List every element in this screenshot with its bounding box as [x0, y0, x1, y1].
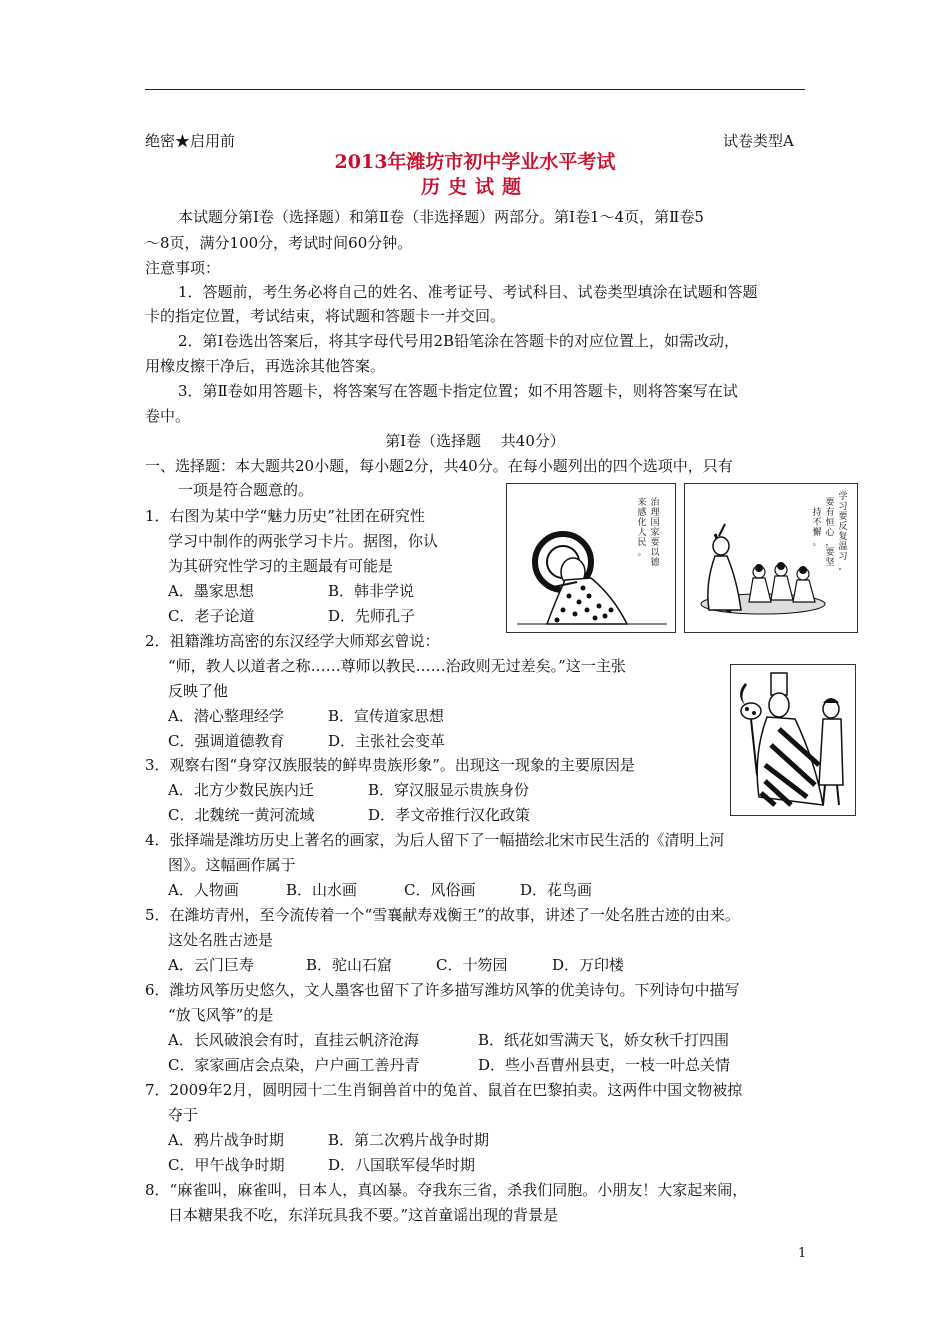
- q7-line-1: 7．2009年2月，圆明园十二生肖铜兽首中的兔首、鼠首在巴黎拍卖。这两件中国文物被掠: [145, 1081, 743, 1099]
- q1-line-1: 1．右图为某中学“魅力历史”社团在研究性: [145, 507, 425, 525]
- q6-option-b: B．纸花如雪满天飞，娇女秋千打四围: [478, 1031, 730, 1049]
- section-instruction-1: 一、选择题：本大题共20小题，每小题2分，共40分。在每小题列出的四个选项中，只有: [145, 457, 733, 475]
- q7-option-a: A．鸦片战争时期: [168, 1131, 284, 1149]
- q6-option-a: A．长风破浪会有时，直挂云帆济沧海: [168, 1031, 419, 1049]
- q6-option-c: C．家家画店会点染，户户画工善丹青: [168, 1056, 420, 1074]
- q4-option-c: C．风俗画: [404, 881, 476, 899]
- q6-line-2: “放飞风筝”的是: [168, 1006, 274, 1024]
- q1-line-3: 为其研究性学习的主题最有可能是: [168, 557, 394, 575]
- q3-option-d: D．孝文帝推行汉化政策: [368, 806, 531, 824]
- note-1-line-2: 卡的指定位置，考试结束，将试题和答题卡一并交回。: [145, 307, 506, 325]
- header-rule: [145, 89, 805, 90]
- q2-line-1: 2．祖籍潍坊高密的东汉经学大师郑玄曾说：: [145, 632, 440, 650]
- q7-option-b: B．第二次鸦片战争时期: [328, 1131, 490, 1149]
- q1-option-a: A．墨家思想: [168, 582, 254, 600]
- card-2-text-col-1: 学 习 要 反 复 温 习 ，: [838, 492, 848, 572]
- q3-option-a: A．北方少数民族内迁: [168, 781, 314, 799]
- intro-line-2: ～8页，满分100分，考试时间60分钟。: [145, 234, 413, 252]
- q2-line-3: 反映了他: [168, 682, 229, 700]
- q1-option-d: D．先师孔子: [328, 607, 416, 625]
- q2-option-a: A．潜心整理经学: [168, 707, 284, 725]
- q8-line-1: 8．“麻雀叫，麻雀叫，日本人，真凶暴。夺我东三省，杀我们同胞。小朋友！大家起来闹，: [145, 1181, 748, 1199]
- q5-line-1: 5．在潍坊青州，至今流传着一个“雪襄献寿戏衡王”的故事，讲述了一处名胜古迹的由来。: [145, 906, 740, 924]
- intro-line-1: 本试题分第Ⅰ卷（选择题）和第Ⅱ卷（非选择题）两部分。第Ⅰ卷1～4页，第Ⅱ卷5: [178, 208, 704, 226]
- q6-line-1: 6．潍坊风筝历史悠久，文人墨客也留下了许多描写潍坊风筝的优美诗句。下列诗句中描写: [145, 981, 740, 999]
- q4-line-2: 图》。这幅画作属于: [168, 856, 296, 874]
- exam-title: 2013年潍坊市初中学业水平考试: [334, 151, 616, 173]
- section-heading: 第Ⅰ卷（选择题 共40分）: [385, 432, 565, 450]
- note-3-line-1: 3．第Ⅱ卷如用答题卡，将答案写在答题卡指定位置；如不用答题卡，则将答案写在试: [178, 382, 738, 400]
- q3-line-1: 3．观察右图“身穿汉族服装的鲜卑贵族形象”。出现这一现象的主要原因是: [145, 756, 635, 774]
- q7-option-c: C．甲午战争时期: [168, 1156, 285, 1174]
- q4-option-b: B．山水画: [286, 881, 358, 899]
- q2-option-b: B．宣传道家思想: [328, 707, 445, 725]
- card-2-text-col-3: 持 不 懈 。: [812, 508, 822, 548]
- q1-option-c: C．老子论道: [168, 607, 255, 625]
- q5-line-2: 这处名胜古迹是: [168, 931, 274, 949]
- xianbei-noble-figure: [730, 664, 856, 816]
- note-2-line-2: 用橡皮擦干净后，再选涂其他答案。: [145, 357, 386, 375]
- section-instruction-2: 一项是符合题意的。: [178, 481, 314, 499]
- q4-option-d: D．花鸟画: [520, 881, 593, 899]
- q7-option-d: D．八国联军侵华时期: [328, 1156, 476, 1174]
- paper-type-label: 试卷类型A: [723, 132, 794, 150]
- note-1-line-1: 1．答题前，考生务必将自己的姓名、准考证号、考试科目、试卷类型填涂在试题和答题: [178, 283, 758, 301]
- note-3-line-2: 卷中。: [145, 407, 191, 425]
- xianbei-noble-ink-illustration: [731, 665, 855, 815]
- q5-option-c: C．十笏园: [436, 956, 508, 974]
- card-1-text-col-2: 来 感 化 人 民 。: [637, 498, 647, 558]
- exam-subtitle: 历史试题: [420, 176, 529, 198]
- secrecy-label: 绝密★启用前: [145, 132, 236, 150]
- q2-option-c: C．强调道德教育: [168, 732, 285, 750]
- note-2-line-1: 2．第Ⅰ卷选出答案后，将其字母代号用2B铅笔涂在答题卡的对应位置上，如需改动，: [178, 332, 740, 350]
- q7-line-2: 夺于: [168, 1106, 199, 1124]
- q3-option-b: B．穿汉服显示贵族身份: [368, 781, 530, 799]
- q2-option-d: D．主张社会变革: [328, 732, 446, 750]
- q1-line-2: 学习中制作的两张学习卡片。据图，你认: [168, 532, 439, 550]
- q5-option-a: A．云门巨寿: [168, 956, 254, 974]
- card-2-text-col-2: 要 有 恒 心 ， 要 坚: [825, 498, 835, 568]
- q4-option-a: A．人物画: [168, 881, 239, 899]
- q8-line-2: 日本糖果我不吃，东洋玩具我不要。”这首童谣出现的背景是: [168, 1206, 559, 1224]
- card-1-text-col-1: 治 理 国 家 要 以 德: [650, 498, 660, 568]
- q4-line-1: 4．张择端是潍坊历史上著名的画家，为后人留下了一幅描绘北宋市民生活的《清明上河: [145, 831, 725, 849]
- notes-label: 注意事项：: [145, 259, 221, 277]
- q2-line-2: “师，教人以道者之称……尊师以教民……治政则无过差矣。”这一主张: [168, 657, 626, 675]
- page-number: 1: [798, 1246, 807, 1261]
- q3-option-c: C．北魏统一黄河流域: [168, 806, 315, 824]
- q5-option-b: B．驼山石窟: [306, 956, 393, 974]
- q5-option-d: D．万印楼: [552, 956, 625, 974]
- q1-option-b: B．韩非学说: [328, 582, 415, 600]
- q6-option-d: D．些小吾曹州县吏，一枝一叶总关情: [478, 1056, 731, 1074]
